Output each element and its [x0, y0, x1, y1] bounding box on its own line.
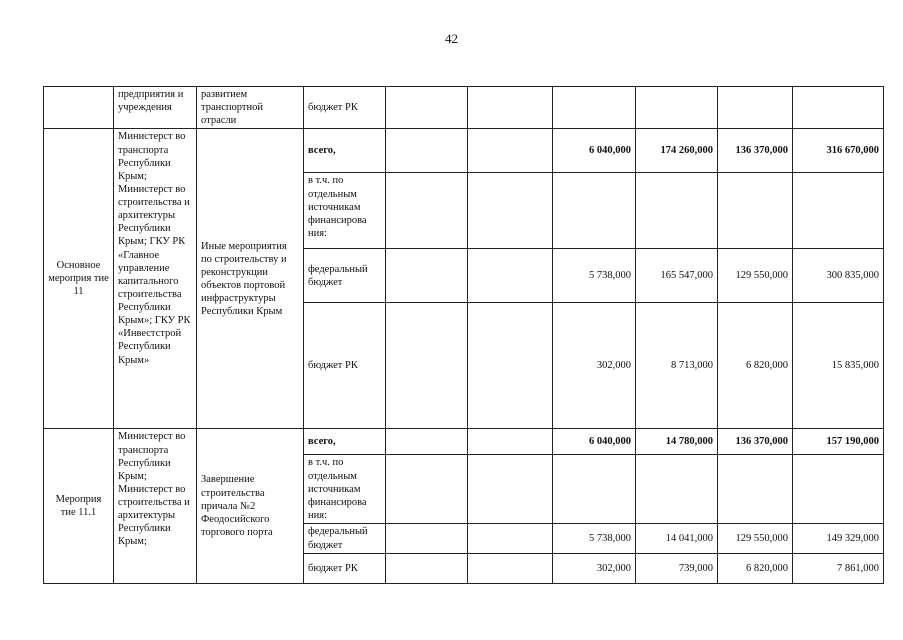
- value-cell: 174 260,000: [636, 129, 718, 173]
- source-cell: бюджет РК: [304, 303, 386, 429]
- page-number: 42: [445, 31, 458, 46]
- cell-empty: [468, 554, 553, 584]
- value-cell: 14 041,000: [636, 524, 718, 554]
- value-cell: 136 370,000: [718, 129, 793, 173]
- cell-empty: [468, 173, 553, 249]
- source-cell: бюджет РК: [304, 554, 386, 584]
- measure-cell: развитием транспортной отрасли: [197, 87, 304, 129]
- value-cell: [636, 455, 718, 524]
- value-cell: 129 550,000: [718, 249, 793, 303]
- source-cell: бюджет РК: [304, 87, 386, 129]
- source-cell: федеральный бюджет: [304, 249, 386, 303]
- cell-empty: [386, 87, 468, 129]
- measure-name-cell: Мероприя тие 11.1: [44, 429, 114, 584]
- value-cell: [793, 455, 884, 524]
- value-cell: 7 861,000: [793, 554, 884, 584]
- value-cell: 165 547,000: [636, 249, 718, 303]
- responsible-cell: предприятия и учреждения: [114, 87, 197, 129]
- cell-empty: [386, 429, 468, 455]
- responsible-cell: Министерст во транспорта Республики Крым; Министерст во строительства и архитектуры Республики Крым;: [114, 429, 197, 584]
- value-cell: [553, 87, 636, 129]
- table-row: [44, 429, 884, 455]
- cell-empty: [386, 129, 468, 173]
- value-cell: [553, 173, 636, 249]
- source-cell: в т.ч. по отдельным источникам финансирова ния:: [304, 455, 386, 524]
- cell-empty: [386, 303, 468, 429]
- value-cell: 149 329,000: [793, 524, 884, 554]
- value-cell: 14 780,000: [636, 429, 718, 455]
- cell-empty: [468, 249, 553, 303]
- cell-empty: [468, 303, 553, 429]
- cell-empty: [468, 524, 553, 554]
- value-cell: 157 190,000: [793, 429, 884, 455]
- value-cell: [718, 87, 793, 129]
- value-cell: 8 713,000: [636, 303, 718, 429]
- value-cell: [636, 173, 718, 249]
- responsible-cell: Министерст во транспорта Республики Крым; Министерст во строительства и архитектуры Республики Крым; ГКУ РК «Главное управление капитального строительства Республики Крым»; ГКУ РК «Инвестстрой Республики Крым»: [114, 129, 197, 429]
- value-cell: [636, 87, 718, 129]
- value-cell: 300 835,000: [793, 249, 884, 303]
- cell-empty: [386, 173, 468, 249]
- cell-empty: [468, 129, 553, 173]
- value-cell: [718, 455, 793, 524]
- table-row: [44, 87, 884, 129]
- cell-empty: [386, 524, 468, 554]
- value-cell: 5 738,000: [553, 249, 636, 303]
- source-cell: федеральный бюджет: [304, 524, 386, 554]
- value-cell: 6 040,000: [553, 429, 636, 455]
- value-cell: 15 835,000: [793, 303, 884, 429]
- cell-empty: [468, 87, 553, 129]
- table-row: [44, 129, 884, 173]
- value-cell: 739,000: [636, 554, 718, 584]
- value-cell: 302,000: [553, 303, 636, 429]
- cell-empty: [44, 87, 114, 129]
- funding-table: [43, 86, 884, 584]
- measure-cell: Завершение строительства причала №2 Феодосийского торгового порта: [197, 429, 304, 584]
- cell-empty: [468, 429, 553, 455]
- value-cell: 302,000: [553, 554, 636, 584]
- value-cell: 136 370,000: [718, 429, 793, 455]
- value-cell: [718, 173, 793, 249]
- value-cell: [793, 87, 884, 129]
- cell-empty: [386, 455, 468, 524]
- measure-cell: Иные мероприятия по строительству и реконструкции объектов портовой инфраструктуры Республики Крым: [197, 129, 304, 429]
- value-cell: 5 738,000: [553, 524, 636, 554]
- cell-empty: [386, 249, 468, 303]
- value-cell: 6 820,000: [718, 303, 793, 429]
- source-cell: всего,: [304, 429, 386, 455]
- value-cell: 129 550,000: [718, 524, 793, 554]
- value-cell: [553, 455, 636, 524]
- value-cell: 6 040,000: [553, 129, 636, 173]
- measure-name-cell: Основное мероприя тие 11: [44, 129, 114, 429]
- value-cell: 6 820,000: [718, 554, 793, 584]
- value-cell: [793, 173, 884, 249]
- source-cell: всего,: [304, 129, 386, 173]
- value-cell: 316 670,000: [793, 129, 884, 173]
- cell-empty: [468, 455, 553, 524]
- source-cell: в т.ч. по отдельным источникам финансирова ния:: [304, 173, 386, 249]
- cell-empty: [386, 554, 468, 584]
